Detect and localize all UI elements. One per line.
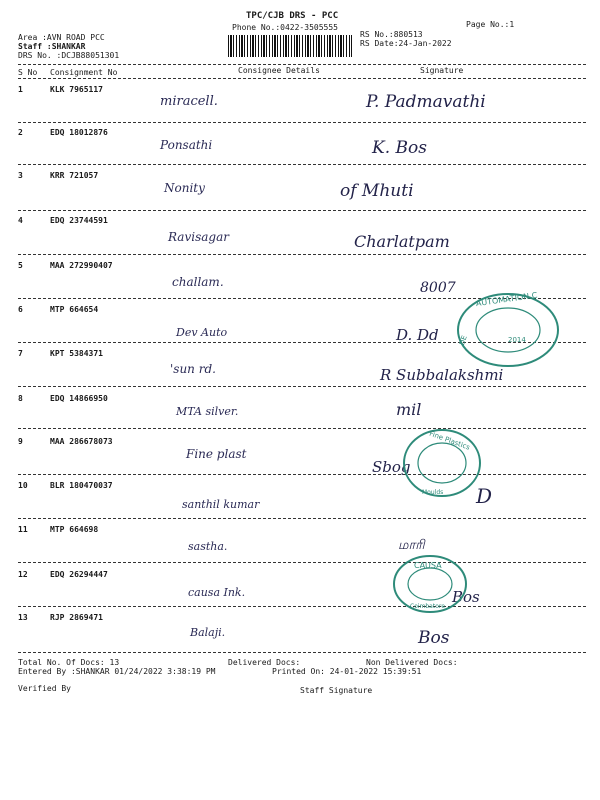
row-consignment: EDQ 23744591	[50, 216, 108, 225]
row-sno: 7	[18, 349, 23, 358]
row-consignee-handwriting: sastha.	[188, 540, 228, 553]
row-consignee-handwriting: MTA silver.	[176, 405, 239, 418]
row-divider	[18, 164, 586, 165]
row-divider	[18, 606, 586, 607]
page-number: Page No.:1	[466, 20, 515, 29]
printed-on: Printed On: 24-01-2022 15:39:51	[272, 667, 422, 676]
row-sno: 11	[18, 525, 28, 534]
row-signature: D	[476, 484, 493, 508]
row-divider	[18, 254, 586, 255]
row-signature: Sbog	[372, 458, 411, 476]
row-divider	[18, 562, 586, 563]
row-sno: 10	[18, 481, 28, 490]
drs-number: DRS No. :DCJB88051301	[18, 51, 120, 60]
delivered-docs: Delivered Docs:	[228, 658, 301, 667]
row-consignment: MAA 272990407	[50, 261, 113, 270]
row-sno: 2	[18, 128, 23, 137]
footer-divider	[18, 652, 586, 653]
col-sno: S No	[18, 68, 38, 77]
area-label: Area :AVN ROAD PCC	[18, 33, 105, 42]
total-docs: Total No. Of Docs: 13	[18, 658, 120, 667]
entered-by: Entered By :SHANKAR 01/24/2022 3:38:19 PM	[18, 667, 216, 676]
row-divider	[18, 210, 586, 211]
row-signature: D. Dd	[396, 326, 439, 344]
column-divider	[18, 78, 586, 79]
row-signature: 8007	[420, 280, 456, 296]
row-consignment: KRR 721057	[50, 171, 99, 180]
row-consignee-handwriting: Nonity	[164, 181, 205, 195]
rs-date: RS Date:24-Jan-2022	[360, 39, 452, 48]
row-consignment: BLR 180470037	[50, 481, 113, 490]
svg-text:Fine Plastics: Fine Plastics	[428, 429, 472, 452]
row-consignee-handwriting: Dev Auto	[176, 326, 228, 339]
row-sno: 8	[18, 394, 23, 403]
row-consignee-handwriting: santhil kumar	[182, 498, 260, 511]
row-signature: P. Padmavathi	[366, 92, 486, 112]
row-consignment: EDQ 26294447	[50, 570, 108, 579]
col-consignment: Consignment No	[50, 68, 118, 77]
row-consignee-handwriting: 'sun rd.	[170, 362, 216, 376]
staff-label: Staff :SHANKAR	[18, 42, 86, 51]
col-consignee: Consignee Details	[238, 66, 320, 75]
svg-text:AUTOMATION C: AUTOMATION C	[475, 290, 538, 309]
row-signature: R Subbalakshmi	[380, 366, 504, 384]
row-sno: 6	[18, 305, 23, 314]
rs-number: RS No.:880513	[360, 30, 423, 39]
row-sno: 12	[18, 570, 28, 579]
header-divider	[18, 64, 586, 65]
verified-by: Verified By	[18, 684, 71, 693]
row-sno: 3	[18, 171, 23, 180]
row-divider	[18, 122, 586, 123]
col-signature: Signature	[420, 66, 464, 75]
svg-text:2014: 2014	[508, 336, 526, 344]
svg-text:CAUSA: CAUSA	[414, 561, 442, 570]
non-delivered-docs: Non Delivered Docs:	[366, 658, 458, 667]
row-signature: mil	[396, 400, 422, 419]
row-sno: 5	[18, 261, 23, 270]
row-consignee-handwriting: Balaji.	[190, 626, 226, 639]
row-consignment: KLK 7965117	[50, 85, 103, 94]
row-consignee-handwriting: Ponsathi	[160, 138, 213, 152]
barcode	[228, 35, 352, 57]
row-divider	[18, 386, 586, 387]
row-divider	[18, 474, 586, 475]
row-consignee-handwriting: causa Ink.	[188, 586, 246, 599]
staff-signature-label: Staff Signature	[300, 686, 373, 695]
row-consignment: KPT 5384371	[50, 349, 103, 358]
phone-number: Phone No.:0422-3505555	[232, 23, 338, 32]
row-signature: Bos	[418, 628, 450, 648]
row-signature: K. Bos	[372, 138, 427, 158]
automation-stamp	[446, 288, 564, 368]
row-consignment: MTP 664654	[50, 305, 99, 314]
row-consignment: MAA 286678073	[50, 437, 113, 446]
row-signature: Bos	[452, 588, 480, 606]
row-signature: Charlatpam	[354, 232, 450, 251]
row-consignee-handwriting: challam.	[172, 275, 224, 289]
svg-text:Coimbatore: Coimbatore	[410, 603, 445, 610]
row-signature: மாரி	[398, 538, 425, 553]
row-sno: 1	[18, 85, 23, 94]
row-divider	[18, 518, 586, 519]
row-sno: 4	[18, 216, 23, 225]
row-consignee-handwriting: miracell.	[160, 94, 218, 109]
row-divider	[18, 428, 586, 429]
row-consignment: RJP 2869471	[50, 613, 103, 622]
fine-plastics-stamp	[400, 426, 484, 500]
row-consignment: EDQ 14866950	[50, 394, 108, 403]
svg-text:Moulds: Moulds	[422, 489, 444, 496]
row-consignment: EDQ 18012876	[50, 128, 108, 137]
row-sno: 13	[18, 613, 28, 622]
row-consignee-handwriting: Ravisagar	[168, 230, 229, 244]
sheet-title: TPC/CJB DRS - PCC	[246, 11, 339, 21]
row-sno: 9	[18, 437, 23, 446]
row-consignment: MTP 664698	[50, 525, 99, 534]
svg-text:DE: DE	[457, 334, 469, 347]
row-signature: of Mhuti	[340, 181, 414, 201]
causa-stamp	[390, 552, 472, 618]
row-consignee-handwriting: Fine plast	[186, 447, 247, 461]
